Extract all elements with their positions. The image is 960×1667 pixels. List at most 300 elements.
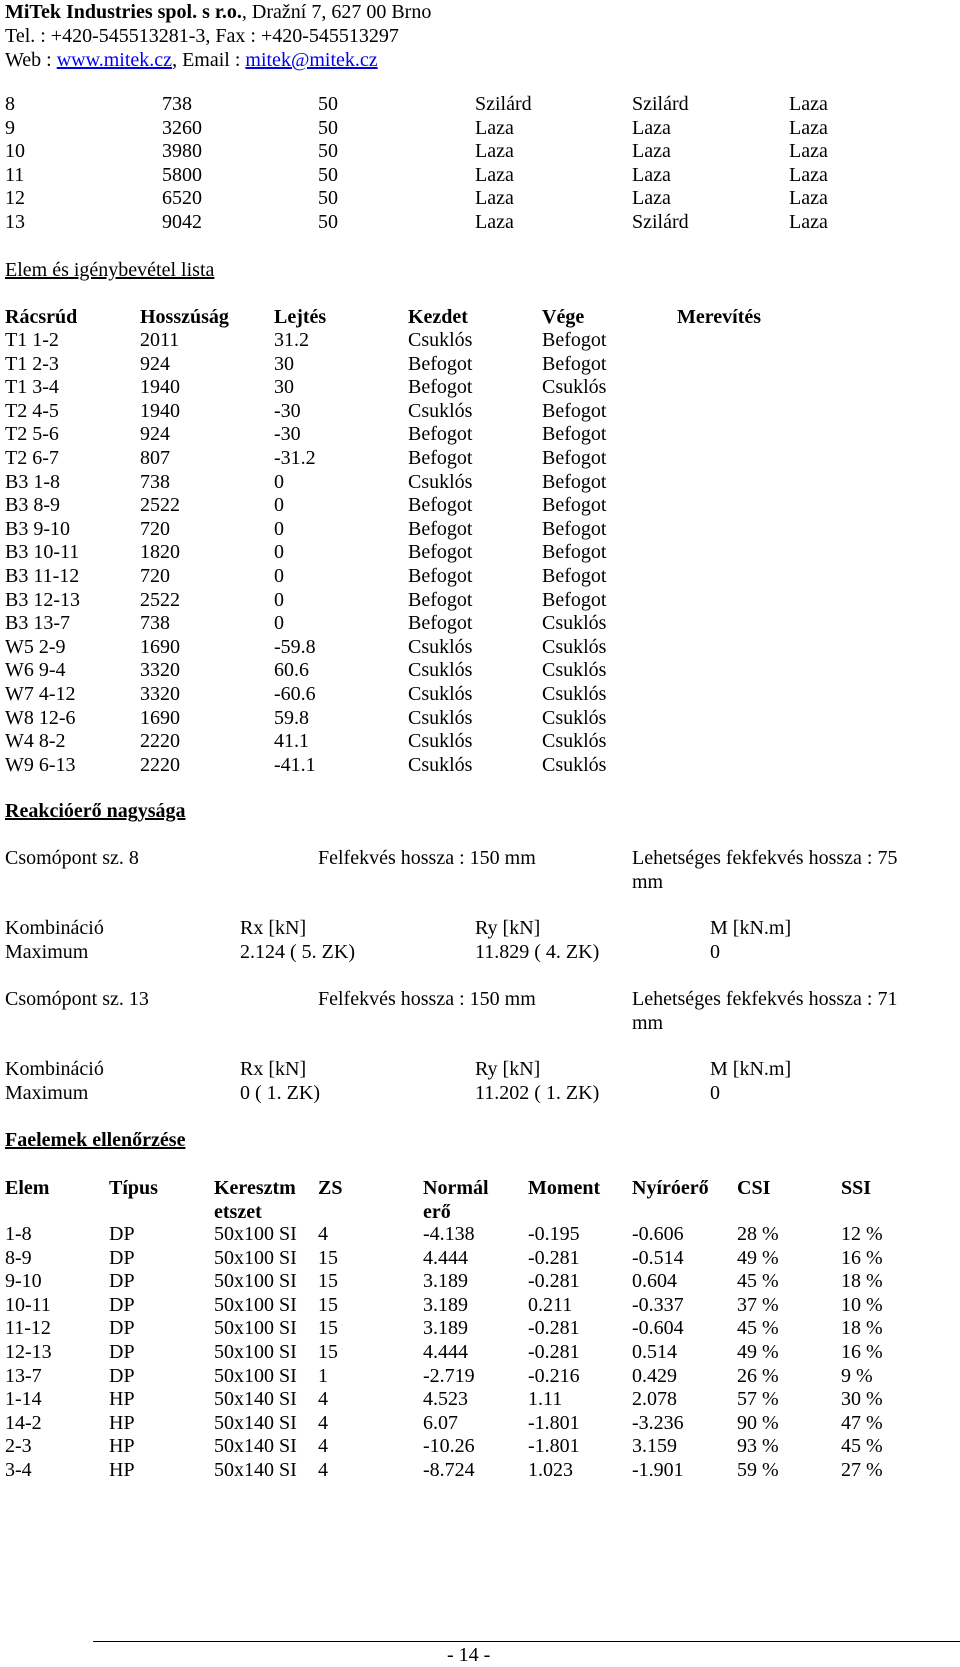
table-cell: 27 % bbox=[841, 1459, 883, 1481]
table-cell: 49 % bbox=[737, 1246, 779, 1269]
table-row bbox=[0, 564, 960, 588]
table-cell: 9042 bbox=[162, 211, 202, 233]
column-header: Merevítés bbox=[677, 306, 762, 328]
table-cell: -0.606 bbox=[632, 1223, 684, 1245]
table-cell: Csuklós bbox=[408, 470, 473, 493]
table-cell: B3 1-8 bbox=[5, 470, 60, 493]
table-cell: 0.429 bbox=[632, 1364, 677, 1387]
table-cell: 720 bbox=[140, 565, 170, 587]
table-cell: 10 % bbox=[841, 1293, 883, 1316]
possible-bearing-length: Lehetséges fekfekvés hossza : 71 mm bbox=[632, 988, 898, 1034]
table-cell: B3 13-7 bbox=[5, 612, 70, 635]
table-row bbox=[0, 611, 960, 635]
table-cell: 13 bbox=[5, 211, 25, 233]
table-cell: 45 % bbox=[737, 1270, 779, 1293]
table-cell: DP bbox=[109, 1270, 135, 1293]
table-cell: -0.195 bbox=[528, 1223, 580, 1245]
table-cell: Csuklós bbox=[542, 753, 607, 776]
column-header: Normál erő bbox=[423, 1177, 489, 1223]
table-cell: 4.444 bbox=[423, 1341, 468, 1363]
table-cell: W6 9-4 bbox=[5, 659, 66, 682]
table-cell: 12 bbox=[5, 187, 25, 210]
table-cell: 50 bbox=[318, 163, 338, 186]
table-cell: 50x100 SI bbox=[214, 1364, 297, 1387]
member-list-title: Elem és igénybevétel lista bbox=[5, 259, 215, 281]
possible-bearing-length: Lehetséges fekfekvés hossza : 75 mm bbox=[632, 847, 898, 893]
table-cell: 3.189 bbox=[423, 1270, 468, 1293]
reaction-header: Rx [kN] bbox=[240, 1058, 307, 1080]
table-cell: HP bbox=[109, 1459, 135, 1481]
table-row bbox=[0, 1269, 960, 1293]
table-row bbox=[0, 658, 960, 682]
table-row bbox=[0, 399, 960, 423]
table-cell: 10 bbox=[5, 140, 25, 163]
table-cell: Csuklós bbox=[542, 635, 607, 658]
table-cell: Befogot bbox=[542, 541, 607, 564]
table-row bbox=[0, 540, 960, 564]
table-cell: 3-4 bbox=[5, 1459, 32, 1481]
reaction-header: Ry [kN] bbox=[475, 917, 541, 939]
table-cell: Csuklós bbox=[408, 635, 473, 658]
table-row bbox=[0, 1246, 960, 1270]
table-cell: Befogot bbox=[542, 399, 607, 422]
table-cell: 924 bbox=[140, 423, 170, 446]
column-header: CSI bbox=[737, 1177, 771, 1199]
table-cell: 45 % bbox=[737, 1317, 779, 1340]
table-cell: 30 bbox=[274, 352, 294, 375]
node-label: Csomópont sz. 8 bbox=[5, 847, 139, 869]
reaction-header: M [kN.m] bbox=[710, 1058, 792, 1080]
table-row bbox=[0, 682, 960, 706]
table-cell: -60.6 bbox=[274, 683, 316, 705]
reaction-value: Maximum bbox=[5, 1082, 89, 1104]
table-cell: Befogot bbox=[408, 376, 473, 399]
table-cell: -0.281 bbox=[528, 1246, 580, 1269]
table-cell: 4.444 bbox=[423, 1246, 468, 1269]
company-name: MiTek Industries spol. s r.o. bbox=[5, 1, 242, 23]
table-row bbox=[0, 210, 960, 234]
table-cell: 50x100 SI bbox=[214, 1341, 297, 1363]
reactions-title: Reakcióerő nagysága bbox=[5, 800, 186, 822]
table-cell: HP bbox=[109, 1388, 135, 1411]
table-cell: 4 bbox=[318, 1459, 328, 1481]
table-cell: 5800 bbox=[162, 163, 202, 186]
table-cell: 2220 bbox=[140, 730, 180, 753]
table-cell: 41.1 bbox=[274, 730, 309, 753]
table-cell: -59.8 bbox=[274, 635, 316, 658]
table-cell: 0.211 bbox=[528, 1293, 573, 1316]
table-cell: Csuklós bbox=[542, 683, 607, 705]
column-header: SSI bbox=[841, 1177, 872, 1199]
table-cell: 50x140 SI bbox=[214, 1459, 297, 1481]
table-cell: -1.801 bbox=[528, 1435, 580, 1458]
table-cell: Csuklós bbox=[542, 376, 607, 399]
table-cell: 50 bbox=[318, 93, 338, 115]
table-cell: Laza bbox=[789, 211, 828, 233]
table-header-row bbox=[0, 305, 960, 329]
table-cell: 15 bbox=[318, 1270, 338, 1293]
company-address: , Dražní 7, 627 00 Brno bbox=[241, 1, 432, 23]
table-row bbox=[0, 163, 960, 187]
table-cell: Befogot bbox=[408, 541, 473, 564]
table-cell: 26 % bbox=[737, 1364, 779, 1387]
letterhead bbox=[5, 0, 431, 72]
table-cell: 18 % bbox=[841, 1270, 883, 1293]
table-cell: Csuklós bbox=[408, 399, 473, 422]
table-cell: 11-12 bbox=[5, 1317, 51, 1340]
reaction-value: 0 bbox=[710, 941, 720, 963]
table-cell: 738 bbox=[162, 93, 192, 115]
table-cell: -0.281 bbox=[528, 1270, 580, 1293]
table-cell: 0 bbox=[274, 612, 284, 635]
table-cell: B3 11-12 bbox=[5, 565, 80, 587]
table-cell: 2522 bbox=[140, 588, 180, 611]
table-cell: Csuklós bbox=[408, 706, 473, 729]
reaction-header: M [kN.m] bbox=[710, 917, 792, 939]
table-cell: Befogot bbox=[408, 565, 473, 587]
reaction-value: 0 ( 1. ZK) bbox=[240, 1082, 320, 1104]
table-cell: 45 % bbox=[841, 1435, 883, 1458]
table-cell: Csuklós bbox=[408, 683, 473, 705]
table-cell: T1 3-4 bbox=[5, 376, 59, 399]
table-cell: 10-11 bbox=[5, 1293, 51, 1316]
table-cell: B3 12-13 bbox=[5, 588, 80, 611]
table-cell: 50x140 SI bbox=[214, 1388, 297, 1411]
table-cell: 1940 bbox=[140, 376, 180, 399]
table-cell: -30 bbox=[274, 399, 301, 422]
table-cell: 4 bbox=[318, 1411, 328, 1434]
email-label: , Email : bbox=[172, 49, 246, 71]
table-cell: 9 bbox=[5, 116, 15, 139]
reaction-header: Rx [kN] bbox=[240, 917, 307, 939]
table-cell: 50x100 SI bbox=[214, 1223, 297, 1245]
web-line bbox=[5, 48, 431, 72]
table-cell: -30 bbox=[274, 423, 301, 446]
table-cell: 59.8 bbox=[274, 706, 309, 729]
table-cell: -2.719 bbox=[423, 1364, 475, 1387]
table-cell: 3.189 bbox=[423, 1293, 468, 1316]
table-cell: 1940 bbox=[140, 399, 180, 422]
table-cell: Befogot bbox=[542, 588, 607, 611]
table-cell: 3980 bbox=[162, 140, 202, 163]
table-row bbox=[0, 635, 960, 659]
table-cell: Laza bbox=[475, 116, 514, 139]
table-cell: Befogot bbox=[408, 352, 473, 375]
table-cell: Szilárd bbox=[632, 93, 689, 115]
table-cell: 16 % bbox=[841, 1341, 883, 1363]
table-cell: 28 % bbox=[737, 1223, 779, 1245]
table-row bbox=[0, 116, 960, 140]
table-cell: Csuklós bbox=[408, 753, 473, 776]
table-cell: -0.337 bbox=[632, 1293, 684, 1316]
table-cell: 50 bbox=[318, 211, 338, 233]
reaction-header: Kombináció bbox=[5, 917, 104, 939]
table-cell: 1690 bbox=[140, 706, 180, 729]
table-cell: 8-9 bbox=[5, 1246, 32, 1269]
column-header: Rácsrúd bbox=[5, 306, 78, 328]
table-cell: 2011 bbox=[140, 329, 180, 351]
table-row bbox=[0, 1387, 960, 1411]
table-cell: W7 4-12 bbox=[5, 683, 76, 705]
table-cell: 8 bbox=[5, 93, 15, 115]
table-cell: 0 bbox=[274, 494, 284, 517]
table-cell: Befogot bbox=[542, 565, 607, 587]
column-header: Kezdet bbox=[408, 306, 468, 328]
table-cell: 1820 bbox=[140, 541, 180, 564]
page-number: - 14 - bbox=[447, 1644, 491, 1666]
table-cell: 90 % bbox=[737, 1411, 779, 1434]
table-cell: 15 bbox=[318, 1317, 338, 1340]
table-row bbox=[0, 729, 960, 753]
reaction-value: 2.124 ( 5. ZK) bbox=[240, 941, 355, 963]
table-cell: Csuklós bbox=[408, 730, 473, 753]
table-cell: 4.523 bbox=[423, 1388, 468, 1411]
column-header: Lejtés bbox=[274, 306, 327, 328]
table-cell: 3320 bbox=[140, 659, 180, 682]
table-cell: 3.189 bbox=[423, 1317, 468, 1340]
table-cell: 0 bbox=[274, 517, 284, 540]
table-cell: Szilárd bbox=[632, 211, 689, 233]
table-cell: Laza bbox=[632, 187, 671, 210]
table-cell: -31.2 bbox=[274, 447, 316, 469]
table-cell: DP bbox=[109, 1317, 135, 1340]
table-cell: -0.281 bbox=[528, 1317, 580, 1340]
column-header: Keresztm etszet bbox=[214, 1177, 296, 1223]
table-cell: HP bbox=[109, 1411, 135, 1434]
table-cell: 50 bbox=[318, 187, 338, 210]
table-cell: 12 % bbox=[841, 1223, 883, 1245]
table-row bbox=[0, 1316, 960, 1340]
table-cell: Befogot bbox=[542, 494, 607, 517]
table-cell: HP bbox=[109, 1435, 135, 1458]
table-cell: 738 bbox=[140, 612, 170, 635]
table-cell: 50x100 SI bbox=[214, 1317, 297, 1340]
table-cell: 3.159 bbox=[632, 1435, 677, 1458]
table-cell: Laza bbox=[475, 163, 514, 186]
tel-line: Tel. : +420-545513281-3, Fax : +420-545513297 bbox=[5, 25, 399, 47]
table-cell: Befogot bbox=[408, 517, 473, 540]
table-cell: Befogot bbox=[542, 470, 607, 493]
table-cell: 0 bbox=[274, 565, 284, 587]
table-cell: -4.138 bbox=[423, 1223, 475, 1245]
email-link[interactable]: mitek@mitek.cz bbox=[245, 49, 378, 71]
table-cell: -8.724 bbox=[423, 1459, 475, 1481]
table-cell: 30 % bbox=[841, 1388, 883, 1411]
table-cell: 93 % bbox=[737, 1435, 779, 1458]
column-header: Moment bbox=[528, 1177, 601, 1199]
table-cell: 59 % bbox=[737, 1459, 779, 1481]
table-row bbox=[0, 1411, 960, 1435]
table-cell: W9 6-13 bbox=[5, 753, 76, 776]
table-cell: Befogot bbox=[408, 447, 473, 469]
table-cell: Befogot bbox=[408, 612, 473, 635]
table-cell: 2-3 bbox=[5, 1435, 32, 1458]
table-cell: T1 2-3 bbox=[5, 352, 59, 375]
table-cell: 6.07 bbox=[423, 1411, 458, 1434]
table-row bbox=[0, 139, 960, 163]
table-cell: Befogot bbox=[542, 447, 607, 469]
table-cell: 50x100 SI bbox=[214, 1293, 297, 1316]
table-cell: 1-8 bbox=[5, 1223, 32, 1245]
table-row bbox=[0, 753, 960, 777]
table-cell: -0.216 bbox=[528, 1364, 580, 1387]
table-cell: DP bbox=[109, 1364, 135, 1387]
table-cell: DP bbox=[109, 1223, 135, 1245]
table-cell: B3 8-9 bbox=[5, 494, 60, 517]
table-cell: 0 bbox=[274, 470, 284, 493]
table-cell: 0.514 bbox=[632, 1341, 677, 1363]
table-cell: 2522 bbox=[140, 494, 180, 517]
table-row bbox=[0, 588, 960, 612]
table-cell: 1.023 bbox=[528, 1459, 573, 1481]
table-cell: Befogot bbox=[542, 352, 607, 375]
table-cell: 12-13 bbox=[5, 1341, 52, 1363]
reaction-header: Kombináció bbox=[5, 1058, 104, 1080]
table-cell: 4 bbox=[318, 1223, 328, 1245]
table-cell: Csuklós bbox=[408, 659, 473, 682]
table-row bbox=[0, 1293, 960, 1317]
column-header: Elem bbox=[5, 1177, 50, 1199]
table-cell: 1 bbox=[318, 1364, 328, 1387]
table-cell: 57 % bbox=[737, 1388, 779, 1411]
table-cell: 1-14 bbox=[5, 1388, 42, 1411]
web-label: Web : bbox=[5, 49, 57, 71]
table-cell: 47 % bbox=[841, 1411, 883, 1434]
table-cell: Befogot bbox=[408, 494, 473, 517]
table-cell: 50 bbox=[318, 140, 338, 163]
table-cell: 924 bbox=[140, 352, 170, 375]
table-row bbox=[0, 1458, 960, 1482]
table-cell: 50 bbox=[318, 116, 338, 139]
table-row bbox=[0, 1222, 960, 1246]
table-cell: DP bbox=[109, 1246, 135, 1269]
reaction-value: 0 bbox=[710, 1082, 720, 1104]
table-cell: Laza bbox=[789, 116, 828, 139]
column-header: Hosszúság bbox=[140, 306, 229, 328]
table-cell: T2 6-7 bbox=[5, 447, 59, 469]
table-cell: 720 bbox=[140, 517, 170, 540]
table-row bbox=[0, 1340, 960, 1364]
reaction-value: Maximum bbox=[5, 941, 89, 963]
table-cell: B3 10-11 bbox=[5, 541, 80, 564]
bearing-length: Felfekvés hossza : 150 mm bbox=[318, 847, 536, 869]
table-cell: Laza bbox=[475, 211, 514, 233]
table-cell: 3260 bbox=[162, 116, 202, 139]
table-row bbox=[0, 446, 960, 470]
table-cell: 13-7 bbox=[5, 1364, 42, 1387]
table-cell: 4 bbox=[318, 1388, 328, 1411]
table-cell: Laza bbox=[789, 163, 828, 186]
table-cell: 50x140 SI bbox=[214, 1411, 297, 1434]
table-cell: 3320 bbox=[140, 683, 180, 705]
table-cell: -3.236 bbox=[632, 1411, 684, 1434]
table-row bbox=[0, 422, 960, 446]
table-cell: 0.604 bbox=[632, 1270, 677, 1293]
table-cell: -0.514 bbox=[632, 1246, 684, 1269]
table-cell: 15 bbox=[318, 1341, 338, 1363]
table-cell: -1.901 bbox=[632, 1459, 684, 1481]
table-cell: -0.604 bbox=[632, 1317, 684, 1340]
table-row bbox=[0, 706, 960, 730]
table-cell: Laza bbox=[632, 140, 671, 163]
table-cell: 18 % bbox=[841, 1317, 883, 1340]
table-cell: T2 4-5 bbox=[5, 399, 59, 422]
table-cell: Laza bbox=[789, 93, 828, 115]
table-cell: 1690 bbox=[140, 635, 180, 658]
table-cell: W5 2-9 bbox=[5, 635, 66, 658]
table-cell: 1.11 bbox=[528, 1388, 563, 1411]
table-cell: -1.801 bbox=[528, 1411, 580, 1434]
table-cell: 807 bbox=[140, 447, 170, 469]
table-cell: Befogot bbox=[542, 517, 607, 540]
table-cell: 11 bbox=[5, 163, 25, 186]
table-cell: Laza bbox=[632, 116, 671, 139]
table-cell: 60.6 bbox=[274, 659, 309, 682]
table-cell: Csuklós bbox=[542, 659, 607, 682]
table-cell: B3 9-10 bbox=[5, 517, 70, 540]
table-cell: 4 bbox=[318, 1435, 328, 1458]
table-cell: 49 % bbox=[737, 1341, 779, 1363]
table-cell: Csuklós bbox=[542, 706, 607, 729]
table-cell: 2220 bbox=[140, 753, 180, 776]
table-cell: W4 8-2 bbox=[5, 730, 66, 753]
table-cell: 30 bbox=[274, 376, 294, 399]
table-cell: Laza bbox=[475, 140, 514, 163]
reaction-value: 11.829 ( 4. ZK) bbox=[475, 941, 600, 963]
web-link[interactable]: www.mitek.cz bbox=[56, 49, 173, 71]
table-cell: 9-10 bbox=[5, 1270, 42, 1293]
table-cell: Laza bbox=[475, 187, 514, 210]
company-line bbox=[5, 0, 431, 24]
node-label: Csomópont sz. 13 bbox=[5, 988, 149, 1010]
table-cell: 738 bbox=[140, 470, 170, 493]
table-cell: 15 bbox=[318, 1246, 338, 1269]
table-cell: 15 bbox=[318, 1293, 338, 1316]
table-cell: T2 5-6 bbox=[5, 423, 59, 446]
table-cell: Csuklós bbox=[542, 612, 607, 635]
table-cell: Csuklós bbox=[408, 329, 473, 351]
table-row bbox=[0, 1434, 960, 1458]
table-cell: 16 % bbox=[841, 1246, 883, 1269]
table-cell: DP bbox=[109, 1341, 135, 1363]
table-cell: W8 12-6 bbox=[5, 706, 76, 729]
table-row bbox=[0, 517, 960, 541]
table-cell: 6520 bbox=[162, 187, 202, 210]
footer-divider bbox=[93, 1641, 960, 1642]
reaction-header: Ry [kN] bbox=[475, 1058, 541, 1080]
table-cell: -0.281 bbox=[528, 1341, 580, 1363]
table-cell: 14-2 bbox=[5, 1411, 42, 1434]
table-cell: 50x140 SI bbox=[214, 1435, 297, 1458]
table-cell: Befogot bbox=[408, 423, 473, 446]
table-cell: -41.1 bbox=[274, 753, 316, 776]
column-header: Vége bbox=[542, 306, 585, 328]
table-row bbox=[0, 328, 960, 352]
table-cell: Befogot bbox=[542, 423, 607, 446]
table-cell: 0 bbox=[274, 588, 284, 611]
table-cell: 0 bbox=[274, 541, 284, 564]
table-row bbox=[0, 352, 960, 376]
table-cell: -10.26 bbox=[423, 1435, 475, 1458]
table-cell: T1 1-2 bbox=[5, 329, 59, 351]
reaction-value: 11.202 ( 1. ZK) bbox=[475, 1082, 600, 1104]
table-row bbox=[0, 1364, 960, 1388]
table-row bbox=[0, 375, 960, 399]
table-cell: 37 % bbox=[737, 1293, 779, 1316]
table-cell: Laza bbox=[632, 163, 671, 186]
column-header: ZS bbox=[318, 1177, 343, 1199]
table-cell: 50x100 SI bbox=[214, 1270, 297, 1293]
